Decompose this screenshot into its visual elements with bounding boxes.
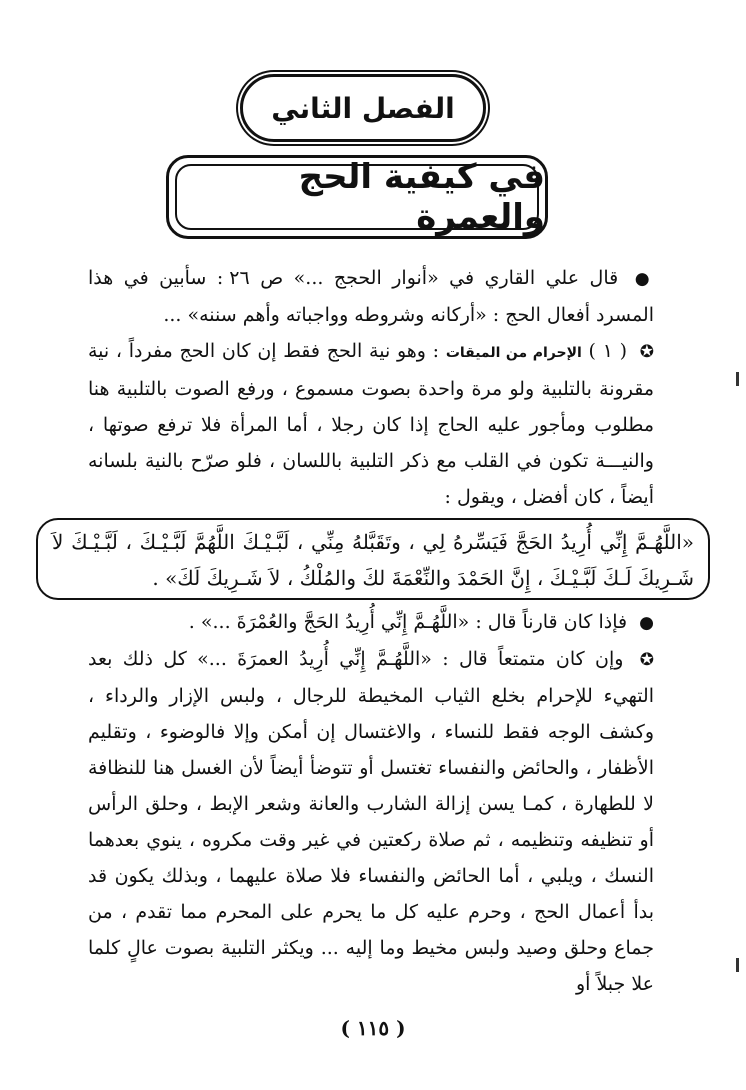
paragraph-text: وإن كان متمتعاً قال : «اللَّهُـمَّ إِنِّي أُرِيدُ العمرَةَ ...» كل ذلك بعد التهيء للإحرام بخلع الثياب المخيطة للرجال ، ولبس الإزار والرداء ، وكشف الوجه فقط للنساء ، والاغتسال إن أمكن وإلا فالوضوء ، وتقليم الأظفار ، والحائض والنفساء تغتسل أو تتوضأ أيضاً لأن الغسل هنا للنظافة لا للطهارة ، كمـا يسن إزالة الشارب والعانة وشعر الإبط ، وحلق الرأس أو تنظيفه وتنظيمه ، ثم صلاة ركعتين في غير وقت مكروه ، ينوي بعدهما النسك ، ويلبي ، أما الحائض والنفساء فلا صلاة عليهما ، وبذلك يكون قد بدأ أعمال الحج ، وحرم عليه كل ما يحرم على المحرم مما تقدم ، من جماع وحلق وصيد ولبس مخيط وما إليه ... ويكثر التلبية بصوت عالٍ كلما علا جبلاً أو — [88, 648, 654, 995]
section-title-frame — [166, 155, 548, 239]
dua-box — [36, 518, 710, 600]
section-title: في كيفية الحج والعمرة — [298, 157, 545, 237]
paragraph-text: : وهو نية الحج فقط إن كان الحج مفرداً ، نية مقرونة بالتلبية ولو مرة واحدة بصوت مسموع ، ورفع الصوت بالتلبية هنا مطلوب ومأجور عليه الحاج إذا كان رجلا ، أما المرأة فلا ترفع صوتها ، والنيـــة تكون في القلب مع ذكر التلبية باللسان ، فلو صرّح بالنية بلسانه أيضاً ، كان أفضل ، ويقول : — [88, 340, 654, 508]
chapter-title-frame — [240, 74, 486, 142]
bullet-marker: ● — [639, 613, 654, 633]
paragraph-qiran — [88, 604, 654, 641]
paragraph-text: قال علي القاري في «أنوار الحجج ...» ص ٢٦ : سأبين في هذا المسرد أفعال الحج : «أركانه وشروطه وواجباته وأهم سننه» ... — [88, 267, 654, 326]
page-number: ( ١١٥ ) — [340, 1016, 406, 1040]
scan-edge-mark — [736, 372, 739, 386]
body-text-top — [88, 260, 654, 515]
scan-edge-mark — [736, 958, 739, 972]
paragraph-tamattu — [88, 641, 654, 1002]
item-number: ( ١ ) — [588, 340, 628, 362]
chapter-title: الفصل الثاني — [271, 91, 455, 125]
dua-text: «اللَّهُـمَّ إِنِّي أُرِيدُ الحَجَّ فَيَسِّرهُ لِي ، وتَقَبَّلهُ مِنِّي ، لَبَّـيْـكَ اللَّهُمَّ لَبَّـيْـكَ ، لَبَّـيْـكَ لاَ شَـرِيكَ لَـكَ لَبَّـيْـكَ ، إِنَّ الحَمْدَ والنِّعْمَةَ لكَ والمُلْكُ ، لاَ شَـرِيكَ لَكَ» . — [52, 530, 694, 590]
star-marker: ✪ — [639, 342, 655, 362]
item-label: الإحرام من الميقات — [445, 345, 582, 361]
paragraph-intro — [88, 260, 654, 333]
paragraph-ihram — [88, 333, 654, 515]
paragraph-text: فإذا كان قارناً قال : «اللَّهُـمَّ إِنِّي أُرِيدُ الحَجَّ والعُمْرَةَ ...» . — [188, 611, 628, 633]
body-text-bottom — [88, 604, 654, 1002]
star-marker: ✪ — [639, 650, 654, 670]
bullet-marker: ● — [634, 269, 654, 289]
